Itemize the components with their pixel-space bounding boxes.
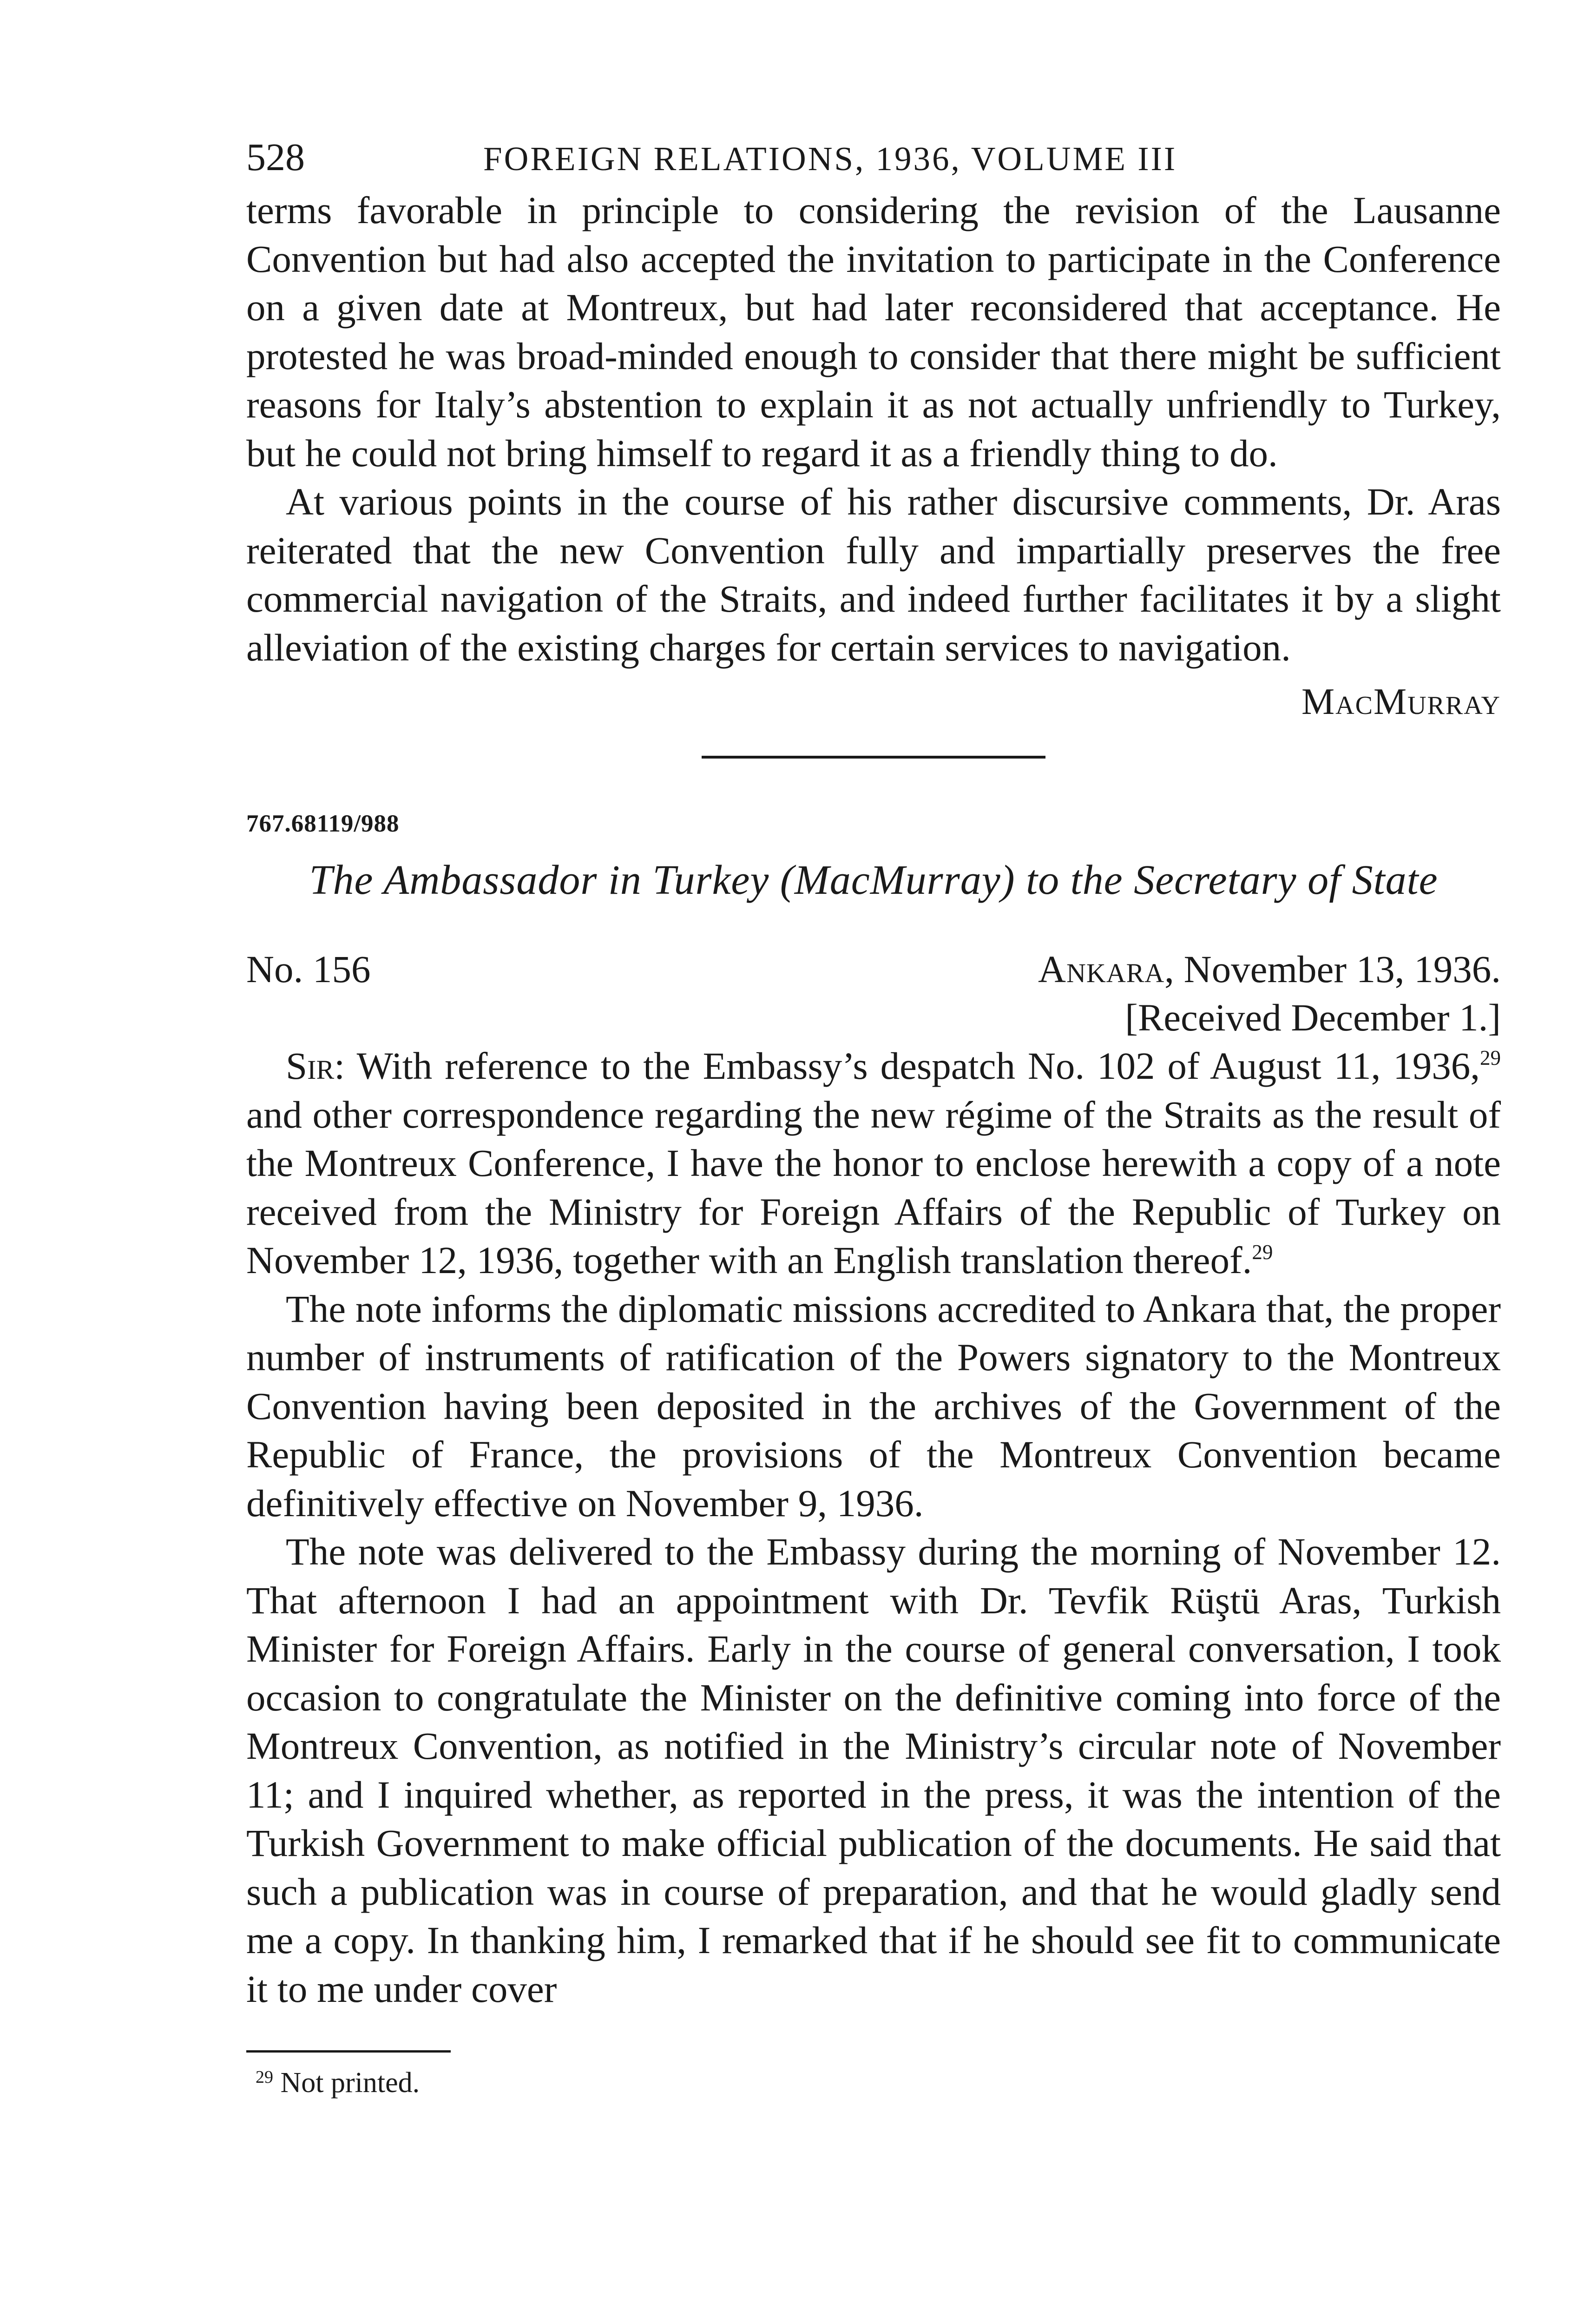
letter-paragraph-1: [246, 1042, 1501, 1285]
footnote-ref: 29: [1252, 1241, 1273, 1264]
continuation-paragraph-1: terms favorable in principle to considering the revision of the Lausanne Convention but had also accepted the invitation to participate in the Conference on a given date at Montreux, but had later reconsidered that acceptance. He protested he was broad-minded enough to consider that there might be sufficient reasons for Italy’s abstention to explain it as not actually unfriendly to Turkey, but he could not bring himself to regard it as a friendly thing to do.: [246, 189, 1501, 475]
letter-paragraph-1-part-a: : With reference to the Embassy’s despatch No. 102 of August 11, 1936,: [334, 1044, 1480, 1087]
letter-paragraph-1-part-b: and other correspondence regarding the new régime of the Straits as the result of the Montreux Conference, I have the honor to enclose herewith a copy of a note received from the Ministry for Foreign Affairs of the Republic of Turkey on November 12, 1936, together with an English translation thereof.: [246, 1093, 1501, 1281]
page-number: 528: [246, 136, 305, 179]
file-number: 767.68119/988: [246, 810, 400, 837]
running-header: [246, 135, 1501, 186]
document-meta: [246, 945, 1501, 993]
salutation: Sir: [286, 1044, 335, 1087]
received-date: [Received December 1.]: [1125, 996, 1501, 1039]
document-title: The Ambassador in Turkey (MacMurray) to the Secretary of State: [309, 857, 1438, 903]
footnote-marker: 29: [256, 2067, 273, 2087]
document-page: [246, 135, 1501, 2100]
footnote: [256, 2067, 1501, 2100]
date: , November 13, 1936.: [1164, 948, 1501, 990]
place: Ankara: [1038, 948, 1165, 990]
running-title: FOREIGN RELATIONS, 1936, VOLUME III: [483, 140, 1177, 178]
letter-paragraph-2: The note informs the diplomatic missions accredited to Ankara that, the proper number of instruments of ratification of the Powers signatory to the Montreux Convention having been deposited in the archives of the Government of the Republic of France, the provisions of the Montreux Convention became definitively effective on November 9, 1936.: [246, 1287, 1501, 1525]
place-date: [1038, 945, 1501, 993]
footnote-divider: [246, 2050, 451, 2053]
despatch-number: No. 156: [246, 948, 371, 990]
section-divider: [702, 756, 1045, 759]
footnote-text: Not printed.: [280, 2067, 420, 2099]
continuation-paragraph-2: At various points in the course of his rather discursive comments, Dr. Aras reiterated that the new Convention fully and impartially preserves the free commercial navigation of the Straits, and indeed further facilitates it by a slight alleviation of the existing charges for certain services to navigation.: [246, 480, 1501, 669]
letter-paragraph-3: The note was delivered to the Embassy during the morning of November 12. That afternoon I had an appointment with Dr. Tevfik Rüştü Aras, Turkish Minister for Foreign Affairs. Early in the course of general conversation, I took occasion to congratulate the Minister on the definitive coming into force of the Montreux Convention, as notified in the Ministry’s circular note of November 11; and I inquired whether, as reported in the press, it was the intention of the Turkish Government to make official publication of the documents. He said that such a publication was in course of preparation, and that he would gladly send me a copy. In thanking him, I remarked that if he should see fit to communicate it to me under cover: [246, 1530, 1501, 2010]
signature: MacMurray: [1301, 681, 1501, 722]
footnote-ref: 29: [1480, 1046, 1501, 1070]
